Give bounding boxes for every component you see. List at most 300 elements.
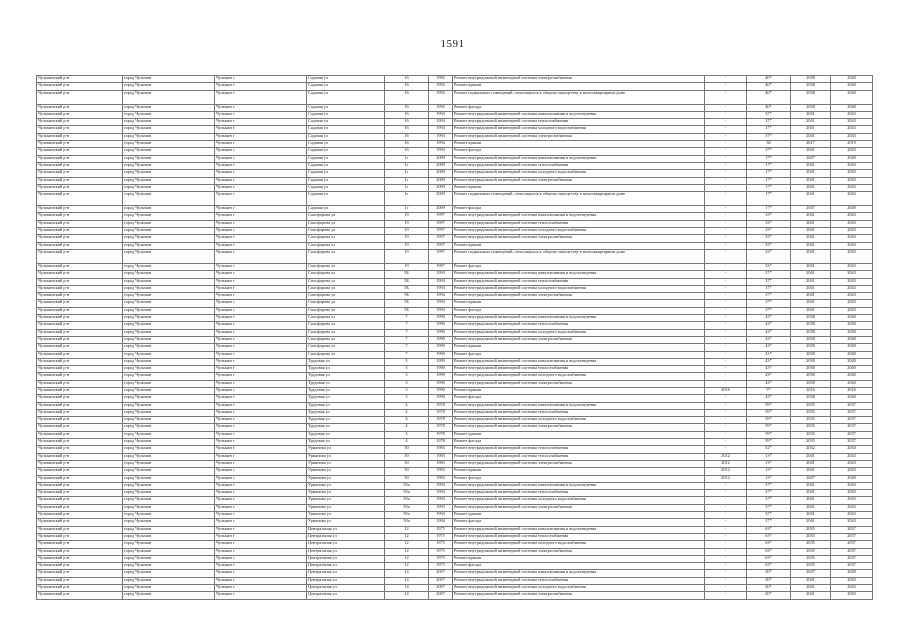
page-number: 1591 <box>440 38 465 50</box>
cell-last-repair-year: - <box>705 482 747 489</box>
cell-build-year: 1992 <box>429 104 453 111</box>
cell-plan-end-year: 2043 <box>831 228 873 235</box>
cell-plan-end-year: 2040 <box>831 329 873 336</box>
cell-locality: Чульман г <box>215 133 307 140</box>
cell-plan-end-year: 2043 <box>831 177 873 184</box>
cell-last-repair-year: - <box>705 133 747 140</box>
cell-wear-percent: 59* <box>747 402 791 409</box>
table-row <box>37 373 873 380</box>
table-row <box>37 76 873 83</box>
cell-last-repair-year: - <box>705 271 747 278</box>
table-row <box>37 526 873 533</box>
cell-plan-start-year: 2038 <box>791 358 831 365</box>
cell-settlement-type: город Чульман <box>123 206 215 213</box>
cell-plan-end-year: 2043 <box>831 519 873 526</box>
cell-last-repair-year: - <box>705 519 747 526</box>
cell-build-year: 1994 <box>429 504 453 511</box>
cell-plan-start-year: 2047 <box>791 475 831 482</box>
cell-plan-end-year: 2040 <box>831 395 873 402</box>
cell-locality: Чульман г <box>215 300 307 307</box>
cell-locality: Чульман г <box>215 184 307 191</box>
cell-district: Чульманский р-н <box>37 206 123 213</box>
cell-plan-end-year: 2043 <box>831 300 873 307</box>
cell-build-year: 1997 <box>429 235 453 242</box>
cell-wear-percent: 63* <box>747 533 791 540</box>
cell-last-repair-year: - <box>705 184 747 191</box>
cell-house-number: 50а <box>385 482 429 489</box>
cell-plan-end-year: 2043 <box>831 468 873 475</box>
cell-plan-end-year: 2043 <box>831 148 873 155</box>
cell-district: Чульманский р-н <box>37 111 123 118</box>
cell-locality: Чульман г <box>215 402 307 409</box>
cell-plan-start-year: 2038 <box>791 351 831 358</box>
cell-plan-start-year: 2041 <box>791 213 831 220</box>
cell-house-number: 1г <box>385 206 429 213</box>
cell-last-repair-year: - <box>705 242 747 249</box>
cell-district: Чульманский р-н <box>37 263 123 270</box>
cell-wear-percent: 43* <box>747 329 791 336</box>
cell-build-year: 1997 <box>429 249 453 263</box>
cell-house-number: 50 <box>385 446 429 453</box>
cell-house-number: 50а <box>385 519 429 526</box>
cell-house-number: 5Б <box>385 293 429 300</box>
cell-plan-end-year: 2043 <box>831 162 873 169</box>
cell-district: Чульманский р-н <box>37 373 123 380</box>
cell-locality: Чульман г <box>215 592 307 599</box>
cell-locality: Чульман г <box>215 90 307 104</box>
cell-last-repair-year: - <box>705 490 747 497</box>
cell-build-year: 1994 <box>429 271 453 278</box>
cell-wear-percent: 63* <box>747 555 791 562</box>
cell-wear-percent: 43* <box>747 366 791 373</box>
cell-settlement-type: город Чульман <box>123 278 215 285</box>
cell-wear-percent: 43* <box>747 373 791 380</box>
cell-settlement-type: город Чульман <box>123 526 215 533</box>
cell-build-year: 1992 <box>429 76 453 83</box>
cell-work-type: Ремонт подвальных помещений, относящихся к общему имуществу в многоквартирном доме <box>453 192 705 206</box>
cell-district: Чульманский р-н <box>37 76 123 83</box>
cell-street: Садовая ул <box>307 170 385 177</box>
cell-work-type: Ремонт внутридомовой инженерной системы холодного водоснабжения <box>453 585 705 592</box>
cell-locality: Чульман г <box>215 249 307 263</box>
cell-build-year: 2007 <box>429 570 453 577</box>
table-row <box>37 570 873 577</box>
cell-district: Чульманский р-н <box>37 468 123 475</box>
cell-settlement-type: город Чульман <box>123 307 215 314</box>
cell-plan-start-year: 2038 <box>791 366 831 373</box>
cell-plan-start-year: 2038 <box>791 315 831 322</box>
cell-plan-start-year: 2035 <box>791 409 831 416</box>
cell-plan-end-year: 2049 <box>831 155 873 162</box>
cell-wear-percent: 43* <box>747 380 791 387</box>
cell-street: Спасфорова ул <box>307 263 385 270</box>
cell-build-year: 1990 <box>429 387 453 394</box>
cell-plan-start-year: 2041 <box>791 285 831 292</box>
cell-work-type: Ремонт внутридомовой инженерной системы холодного водоснабжения <box>453 126 705 133</box>
cell-locality: Чульман г <box>215 424 307 431</box>
cell-settlement-type: город Чульман <box>123 83 215 90</box>
cell-locality: Чульман г <box>215 490 307 497</box>
cell-wear-percent: 17* <box>747 170 791 177</box>
cell-district: Чульманский р-н <box>37 395 123 402</box>
cell-settlement-type: город Чульман <box>123 249 215 263</box>
cell-plan-start-year: 2041 <box>791 263 831 270</box>
cell-house-number: 5Б <box>385 278 429 285</box>
cell-plan-start-year: 2041 <box>791 249 831 263</box>
cell-house-number: 19 <box>385 235 429 242</box>
capital-repair-register-table <box>36 75 873 600</box>
cell-plan-end-year: 2016 <box>831 387 873 394</box>
cell-house-number: 4 <box>385 409 429 416</box>
cell-build-year: 1992 <box>429 90 453 104</box>
cell-settlement-type: город Чульман <box>123 460 215 467</box>
cell-locality: Чульман г <box>215 373 307 380</box>
cell-settlement-type: город Чульман <box>123 512 215 519</box>
table-row <box>37 504 873 511</box>
cell-plan-start-year: 2038 <box>791 90 831 104</box>
cell-wear-percent: 40* <box>747 90 791 104</box>
table-row <box>37 519 873 526</box>
cell-settlement-type: город Чульман <box>123 468 215 475</box>
cell-plan-start-year: 2038 <box>791 373 831 380</box>
cell-settlement-type: город Чульман <box>123 402 215 409</box>
cell-district: Чульманский р-н <box>37 315 123 322</box>
cell-house-number: 4 <box>385 424 429 431</box>
cell-street: Урманова ул <box>307 512 385 519</box>
table-row <box>37 548 873 555</box>
table-row <box>37 300 873 307</box>
cell-settlement-type: город Чульман <box>123 555 215 562</box>
cell-build-year: 1978 <box>429 417 453 424</box>
cell-street: Садовая ул <box>307 111 385 118</box>
cell-street: Центральная ул <box>307 541 385 548</box>
table-row <box>37 592 873 599</box>
cell-street: Урманова ул <box>307 468 385 475</box>
cell-wear-percent: 33* <box>747 263 791 270</box>
cell-wear-percent: 40* <box>747 104 791 111</box>
cell-district: Чульманский р-н <box>37 475 123 482</box>
cell-build-year: 1997 <box>429 242 453 249</box>
cell-last-repair-year: - <box>705 263 747 270</box>
cell-plan-end-year: 2040 <box>831 366 873 373</box>
cell-district: Чульманский р-н <box>37 387 123 394</box>
table-row <box>37 184 873 191</box>
cell-street: Трудовая ул <box>307 387 385 394</box>
cell-build-year: 1994 <box>429 519 453 526</box>
cell-plan-end-year: 2043 <box>831 293 873 300</box>
cell-work-type: Ремонт фасада <box>453 104 705 111</box>
cell-settlement-type: город Чульман <box>123 76 215 83</box>
cell-settlement-type: город Чульман <box>123 490 215 497</box>
cell-settlement-type: город Чульман <box>123 300 215 307</box>
cell-last-repair-year: - <box>705 111 747 118</box>
cell-locality: Чульман г <box>215 148 307 155</box>
cell-work-type: Ремонт внутридомовой инженерной системы канализования и водоотведения <box>453 570 705 577</box>
cell-work-type: Ремонт внутридомовой инженерной системы теплоснабжения <box>453 366 705 373</box>
cell-plan-start-year: 2041 <box>791 271 831 278</box>
cell-wear-percent: 37* <box>747 111 791 118</box>
cell-wear-percent: 17* <box>747 177 791 184</box>
cell-work-type: Ремонт внутридомовой инженерной системы электроснабжения <box>453 133 705 140</box>
cell-plan-start-year: 2047 <box>791 206 831 213</box>
cell-locality: Чульман г <box>215 366 307 373</box>
table-row <box>37 512 873 519</box>
cell-street: Садовая ул <box>307 90 385 104</box>
cell-last-repair-year: - <box>705 307 747 314</box>
cell-build-year: 1978 <box>429 439 453 446</box>
cell-district: Чульманский р-н <box>37 220 123 227</box>
cell-street: Садовая ул <box>307 104 385 111</box>
cell-plan-start-year: 2041 <box>791 460 831 467</box>
cell-plan-start-year: 2038 <box>791 76 831 83</box>
cell-last-repair-year: - <box>705 315 747 322</box>
table-row <box>37 104 873 111</box>
cell-street: Спасфорова ул <box>307 285 385 292</box>
cell-house-number: 19 <box>385 220 429 227</box>
cell-street: Урманова ул <box>307 475 385 482</box>
cell-street: Центральная ул <box>307 555 385 562</box>
cell-plan-end-year: 2040 <box>831 344 873 351</box>
cell-plan-end-year: 2043 <box>831 119 873 126</box>
table-row <box>37 111 873 118</box>
cell-locality: Чульман г <box>215 504 307 511</box>
cell-work-type: Ремонт фасада <box>453 263 705 270</box>
cell-last-repair-year: - <box>705 278 747 285</box>
cell-work-type: Ремонт внутридомовой инженерной системы электроснабжения <box>453 293 705 300</box>
cell-plan-start-year: 2035 <box>791 424 831 431</box>
cell-plan-start-year: 2038 <box>791 395 831 402</box>
cell-build-year: 2007 <box>429 592 453 599</box>
cell-settlement-type: город Чульман <box>123 541 215 548</box>
cell-work-type: Ремонт внутридомовой инженерной системы холодного водоснабжения <box>453 170 705 177</box>
table-row <box>37 395 873 402</box>
cell-plan-start-year: 2035 <box>791 541 831 548</box>
cell-last-repair-year: - <box>705 424 747 431</box>
cell-plan-start-year: 2041 <box>791 293 831 300</box>
cell-settlement-type: город Чульман <box>123 570 215 577</box>
cell-plan-start-year: 2041 <box>791 162 831 169</box>
cell-work-type: Ремонт внутридомовой инженерной системы электроснабжения <box>453 336 705 343</box>
cell-plan-start-year: 2038 <box>791 380 831 387</box>
cell-plan-end-year: 2034 <box>831 446 873 453</box>
cell-plan-start-year: 2041 <box>791 307 831 314</box>
cell-wear-percent: 33* <box>747 242 791 249</box>
cell-last-repair-year: - <box>705 395 747 402</box>
cell-street: Центральная ул <box>307 577 385 584</box>
cell-build-year: 1997 <box>429 228 453 235</box>
cell-locality: Чульман г <box>215 126 307 133</box>
cell-street: Центральная ул <box>307 548 385 555</box>
table-row <box>37 235 873 242</box>
cell-house-number: 1г <box>385 177 429 184</box>
cell-locality: Чульман г <box>215 409 307 416</box>
cell-work-type: Ремонт подвальных помещений, относящихся к общему имуществу в многоквартирном доме <box>453 249 705 263</box>
cell-last-repair-year: - <box>705 322 747 329</box>
cell-locality: Чульман г <box>215 497 307 504</box>
cell-plan-start-year: 2041 <box>791 184 831 191</box>
cell-street: Садовая ул <box>307 83 385 90</box>
cell-plan-end-year: 2043 <box>831 111 873 118</box>
table-row <box>37 351 873 358</box>
cell-last-repair-year: - <box>705 249 747 263</box>
cell-house-number: 14 <box>385 592 429 599</box>
cell-work-type: Ремонт внутридомовой инженерной системы электроснабжения <box>453 592 705 599</box>
cell-district: Чульманский р-н <box>37 533 123 540</box>
cell-locality: Чульман г <box>215 192 307 206</box>
cell-house-number: 16 <box>385 133 429 140</box>
cell-street: Трудовая ул <box>307 366 385 373</box>
cell-plan-start-year: 2038 <box>791 83 831 90</box>
table-row <box>37 541 873 548</box>
cell-last-repair-year: - <box>705 358 747 365</box>
cell-plan-end-year: 2043 <box>831 307 873 314</box>
cell-plan-end-year: 2037 <box>831 431 873 438</box>
cell-house-number: 5Б <box>385 271 429 278</box>
cell-locality: Чульман г <box>215 482 307 489</box>
table-row <box>37 329 873 336</box>
cell-last-repair-year: 2012 <box>705 468 747 475</box>
cell-build-year: 1994 <box>429 126 453 133</box>
cell-house-number: 7 <box>385 315 429 322</box>
cell-plan-end-year: 2037 <box>831 541 873 548</box>
cell-plan-start-year: 2038 <box>791 322 831 329</box>
cell-locality: Чульман г <box>215 351 307 358</box>
cell-street: Садовая ул <box>307 119 385 126</box>
cell-wear-percent: 5* <box>747 387 791 394</box>
cell-last-repair-year: - <box>705 585 747 592</box>
cell-wear-percent: 33* <box>747 213 791 220</box>
cell-plan-end-year: 2043 <box>831 278 873 285</box>
cell-locality: Чульман г <box>215 83 307 90</box>
cell-last-repair-year: - <box>705 162 747 169</box>
cell-street: Урманова ул <box>307 446 385 453</box>
cell-house-number: 4 <box>385 417 429 424</box>
cell-build-year: 1997 <box>429 213 453 220</box>
table-row <box>37 170 873 177</box>
cell-locality: Чульман г <box>215 213 307 220</box>
cell-settlement-type: город Чульман <box>123 133 215 140</box>
cell-last-repair-year: - <box>705 570 747 577</box>
cell-last-repair-year: - <box>705 439 747 446</box>
cell-district: Чульманский р-н <box>37 526 123 533</box>
cell-settlement-type: город Чульман <box>123 111 215 118</box>
cell-work-type: Ремонт внутридомовой инженерной системы теплоснабжения <box>453 446 705 453</box>
cell-settlement-type: город Чульман <box>123 380 215 387</box>
cell-plan-end-year: 2037 <box>831 424 873 431</box>
cell-locality: Чульман г <box>215 177 307 184</box>
cell-wear-percent: 17* <box>747 206 791 213</box>
cell-house-number: 1г <box>385 162 429 169</box>
cell-street: Садовая ул <box>307 162 385 169</box>
cell-work-type: Ремонт фасада <box>453 519 705 526</box>
cell-wear-percent: 37* <box>747 497 791 504</box>
cell-wear-percent: 63* <box>747 541 791 548</box>
cell-build-year: 1994 <box>429 133 453 140</box>
cell-wear-percent: 63* <box>747 563 791 570</box>
cell-house-number: 12 <box>385 548 429 555</box>
cell-settlement-type: город Чульман <box>123 366 215 373</box>
cell-wear-percent: 37* <box>747 285 791 292</box>
cell-plan-end-year: 2040 <box>831 76 873 83</box>
cell-plan-end-year: 2040 <box>831 373 873 380</box>
cell-plan-start-year: 2041 <box>791 300 831 307</box>
cell-street: Трудовая ул <box>307 373 385 380</box>
cell-street: Центральная ул <box>307 570 385 577</box>
cell-street: Трудовая ул <box>307 358 385 365</box>
cell-plan-end-year: 2043 <box>831 170 873 177</box>
cell-locality: Чульман г <box>215 104 307 111</box>
cell-work-type: Ремонт внутридомовой инженерной системы электроснабжения <box>453 460 705 467</box>
cell-last-repair-year: - <box>705 497 747 504</box>
cell-settlement-type: город Чульман <box>123 220 215 227</box>
cell-house-number: 16 <box>385 119 429 126</box>
cell-district: Чульманский р-н <box>37 460 123 467</box>
cell-district: Чульманский р-н <box>37 446 123 453</box>
table-row <box>37 336 873 343</box>
cell-settlement-type: город Чульман <box>123 184 215 191</box>
cell-last-repair-year: - <box>705 336 747 343</box>
cell-plan-end-year: 2043 <box>831 126 873 133</box>
cell-district: Чульманский р-н <box>37 83 123 90</box>
cell-plan-start-year: 2016 <box>791 387 831 394</box>
cell-house-number: 5Б <box>385 307 429 314</box>
cell-locality: Чульман г <box>215 475 307 482</box>
table-row <box>37 177 873 184</box>
cell-district: Чульманский р-н <box>37 504 123 511</box>
cell-settlement-type: город Чульман <box>123 424 215 431</box>
cell-build-year: 1975 <box>429 533 453 540</box>
cell-build-year: 1994 <box>429 307 453 314</box>
cell-street: Спасфорова ул <box>307 271 385 278</box>
cell-house-number: 50а <box>385 490 429 497</box>
cell-street: Трудовая ул <box>307 439 385 446</box>
cell-locality: Чульман г <box>215 263 307 270</box>
cell-wear-percent: 59* <box>747 417 791 424</box>
cell-last-repair-year: - <box>705 563 747 570</box>
cell-wear-percent: 37* <box>747 504 791 511</box>
cell-wear-percent: 33* <box>747 249 791 263</box>
cell-house-number: 12 <box>385 533 429 540</box>
cell-last-repair-year: 2012 <box>705 460 747 467</box>
cell-build-year: 2009 <box>429 162 453 169</box>
cell-locality: Чульман г <box>215 141 307 148</box>
cell-wear-percent: 17* <box>747 162 791 169</box>
cell-plan-start-year: 2041 <box>791 490 831 497</box>
cell-locality: Чульман г <box>215 380 307 387</box>
cell-house-number: 12 <box>385 526 429 533</box>
cell-locality: Чульман г <box>215 76 307 83</box>
cell-last-repair-year: - <box>705 446 747 453</box>
cell-house-number: 19 <box>385 228 429 235</box>
cell-house-number: 50а <box>385 504 429 511</box>
cell-last-repair-year: - <box>705 76 747 83</box>
cell-plan-start-year: 2035 <box>791 533 831 540</box>
cell-plan-end-year: 2043 <box>831 220 873 227</box>
cell-build-year: 2009 <box>429 177 453 184</box>
cell-locality: Чульман г <box>215 358 307 365</box>
cell-locality: Чульман г <box>215 468 307 475</box>
cell-settlement-type: город Чульман <box>123 475 215 482</box>
cell-district: Чульманский р-н <box>37 344 123 351</box>
cell-locality: Чульман г <box>215 395 307 402</box>
cell-plan-end-year: 2040 <box>831 90 873 104</box>
cell-settlement-type: город Чульман <box>123 446 215 453</box>
cell-street: Садовая ул <box>307 141 385 148</box>
cell-locality: Чульман г <box>215 446 307 453</box>
cell-locality: Чульман г <box>215 541 307 548</box>
table-row <box>37 162 873 169</box>
cell-build-year: 1990 <box>429 373 453 380</box>
